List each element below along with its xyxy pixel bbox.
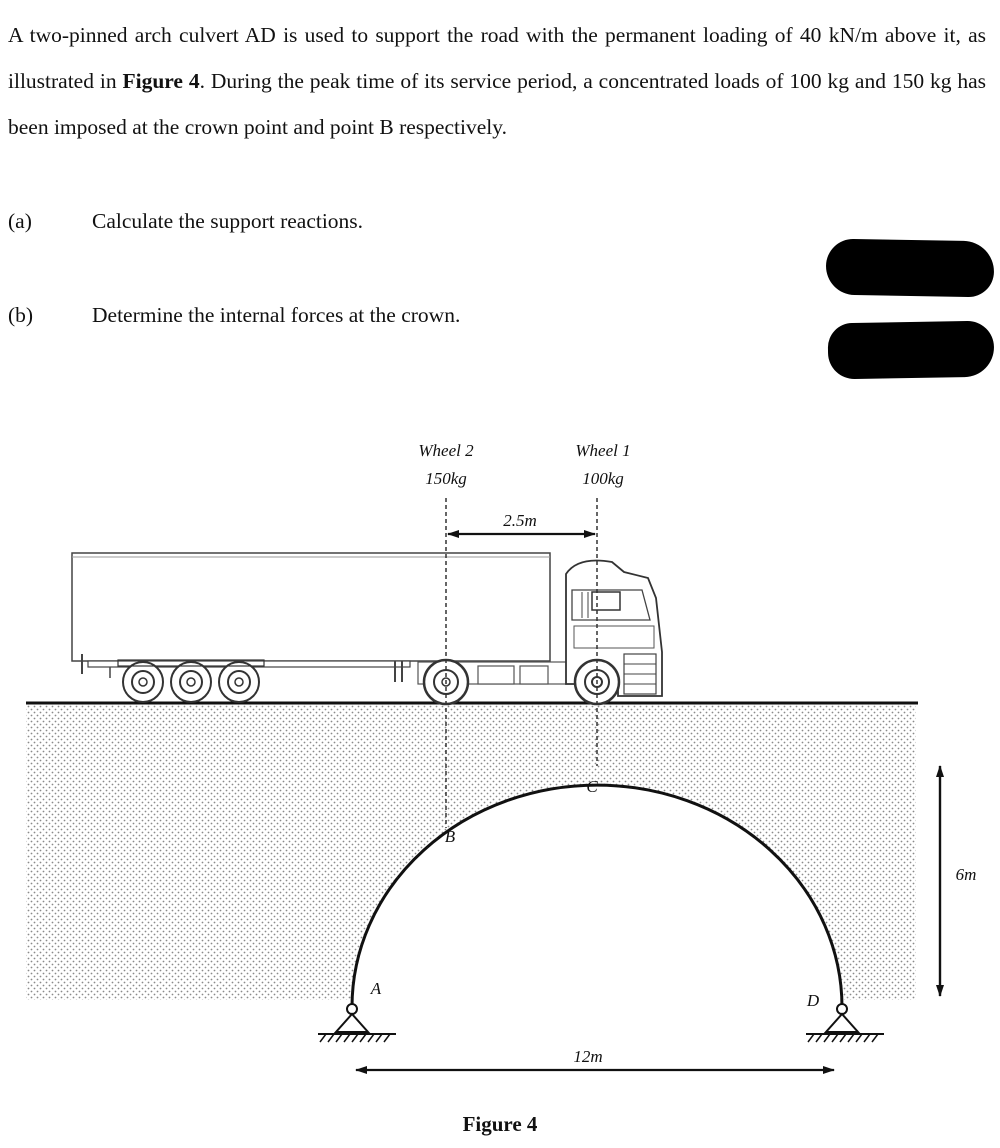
figure-reference: Figure 4 <box>122 69 200 93</box>
soil-fill <box>26 704 916 1007</box>
point-b-label: B <box>444 827 456 846</box>
redaction-mark-2 <box>828 321 995 380</box>
truck <box>72 553 662 704</box>
point-c-label: C <box>586 777 598 796</box>
question-a-label: (a) <box>8 209 32 233</box>
question-b-label: (b) <box>8 303 34 327</box>
figure-caption: Figure 4 <box>462 1112 538 1136</box>
figure-4-diagram <box>0 420 1000 1100</box>
wheel2-name: Wheel 2 <box>418 441 474 460</box>
wheel1-name: Wheel 1 <box>575 441 631 460</box>
wheel-spacing-label: 2.5m <box>503 511 537 530</box>
trailer-box <box>72 553 550 661</box>
problem-text-2: . During the peak time of its service period, a concentrated loads of 100 kg and 150 kg has been imposed at the crown point and point B respectively. <box>8 69 987 139</box>
question-a <box>8 206 363 236</box>
pin-support-a <box>318 1004 396 1042</box>
redaction-mark-1 <box>826 239 995 298</box>
problem-text-1: A two-pinned arch culvert AD is used to support the road with the permanent loading of 40 kN/m above it, as illustrated in <box>8 23 986 93</box>
problem-statement <box>8 12 986 150</box>
question-b-text: Determine the internal forces at the crown. <box>92 303 461 327</box>
wheel2-load: 150kg <box>425 469 467 488</box>
point-d-label: D <box>806 991 820 1010</box>
question-a-text: Calculate the support reactions. <box>92 209 364 233</box>
rise-label: 6m <box>955 865 977 884</box>
span-label: 12m <box>573 1047 603 1066</box>
point-a-label: A <box>370 979 382 998</box>
wheel1-load: 100kg <box>582 469 624 488</box>
trailer-wheels <box>118 660 264 702</box>
question-b <box>8 300 460 330</box>
